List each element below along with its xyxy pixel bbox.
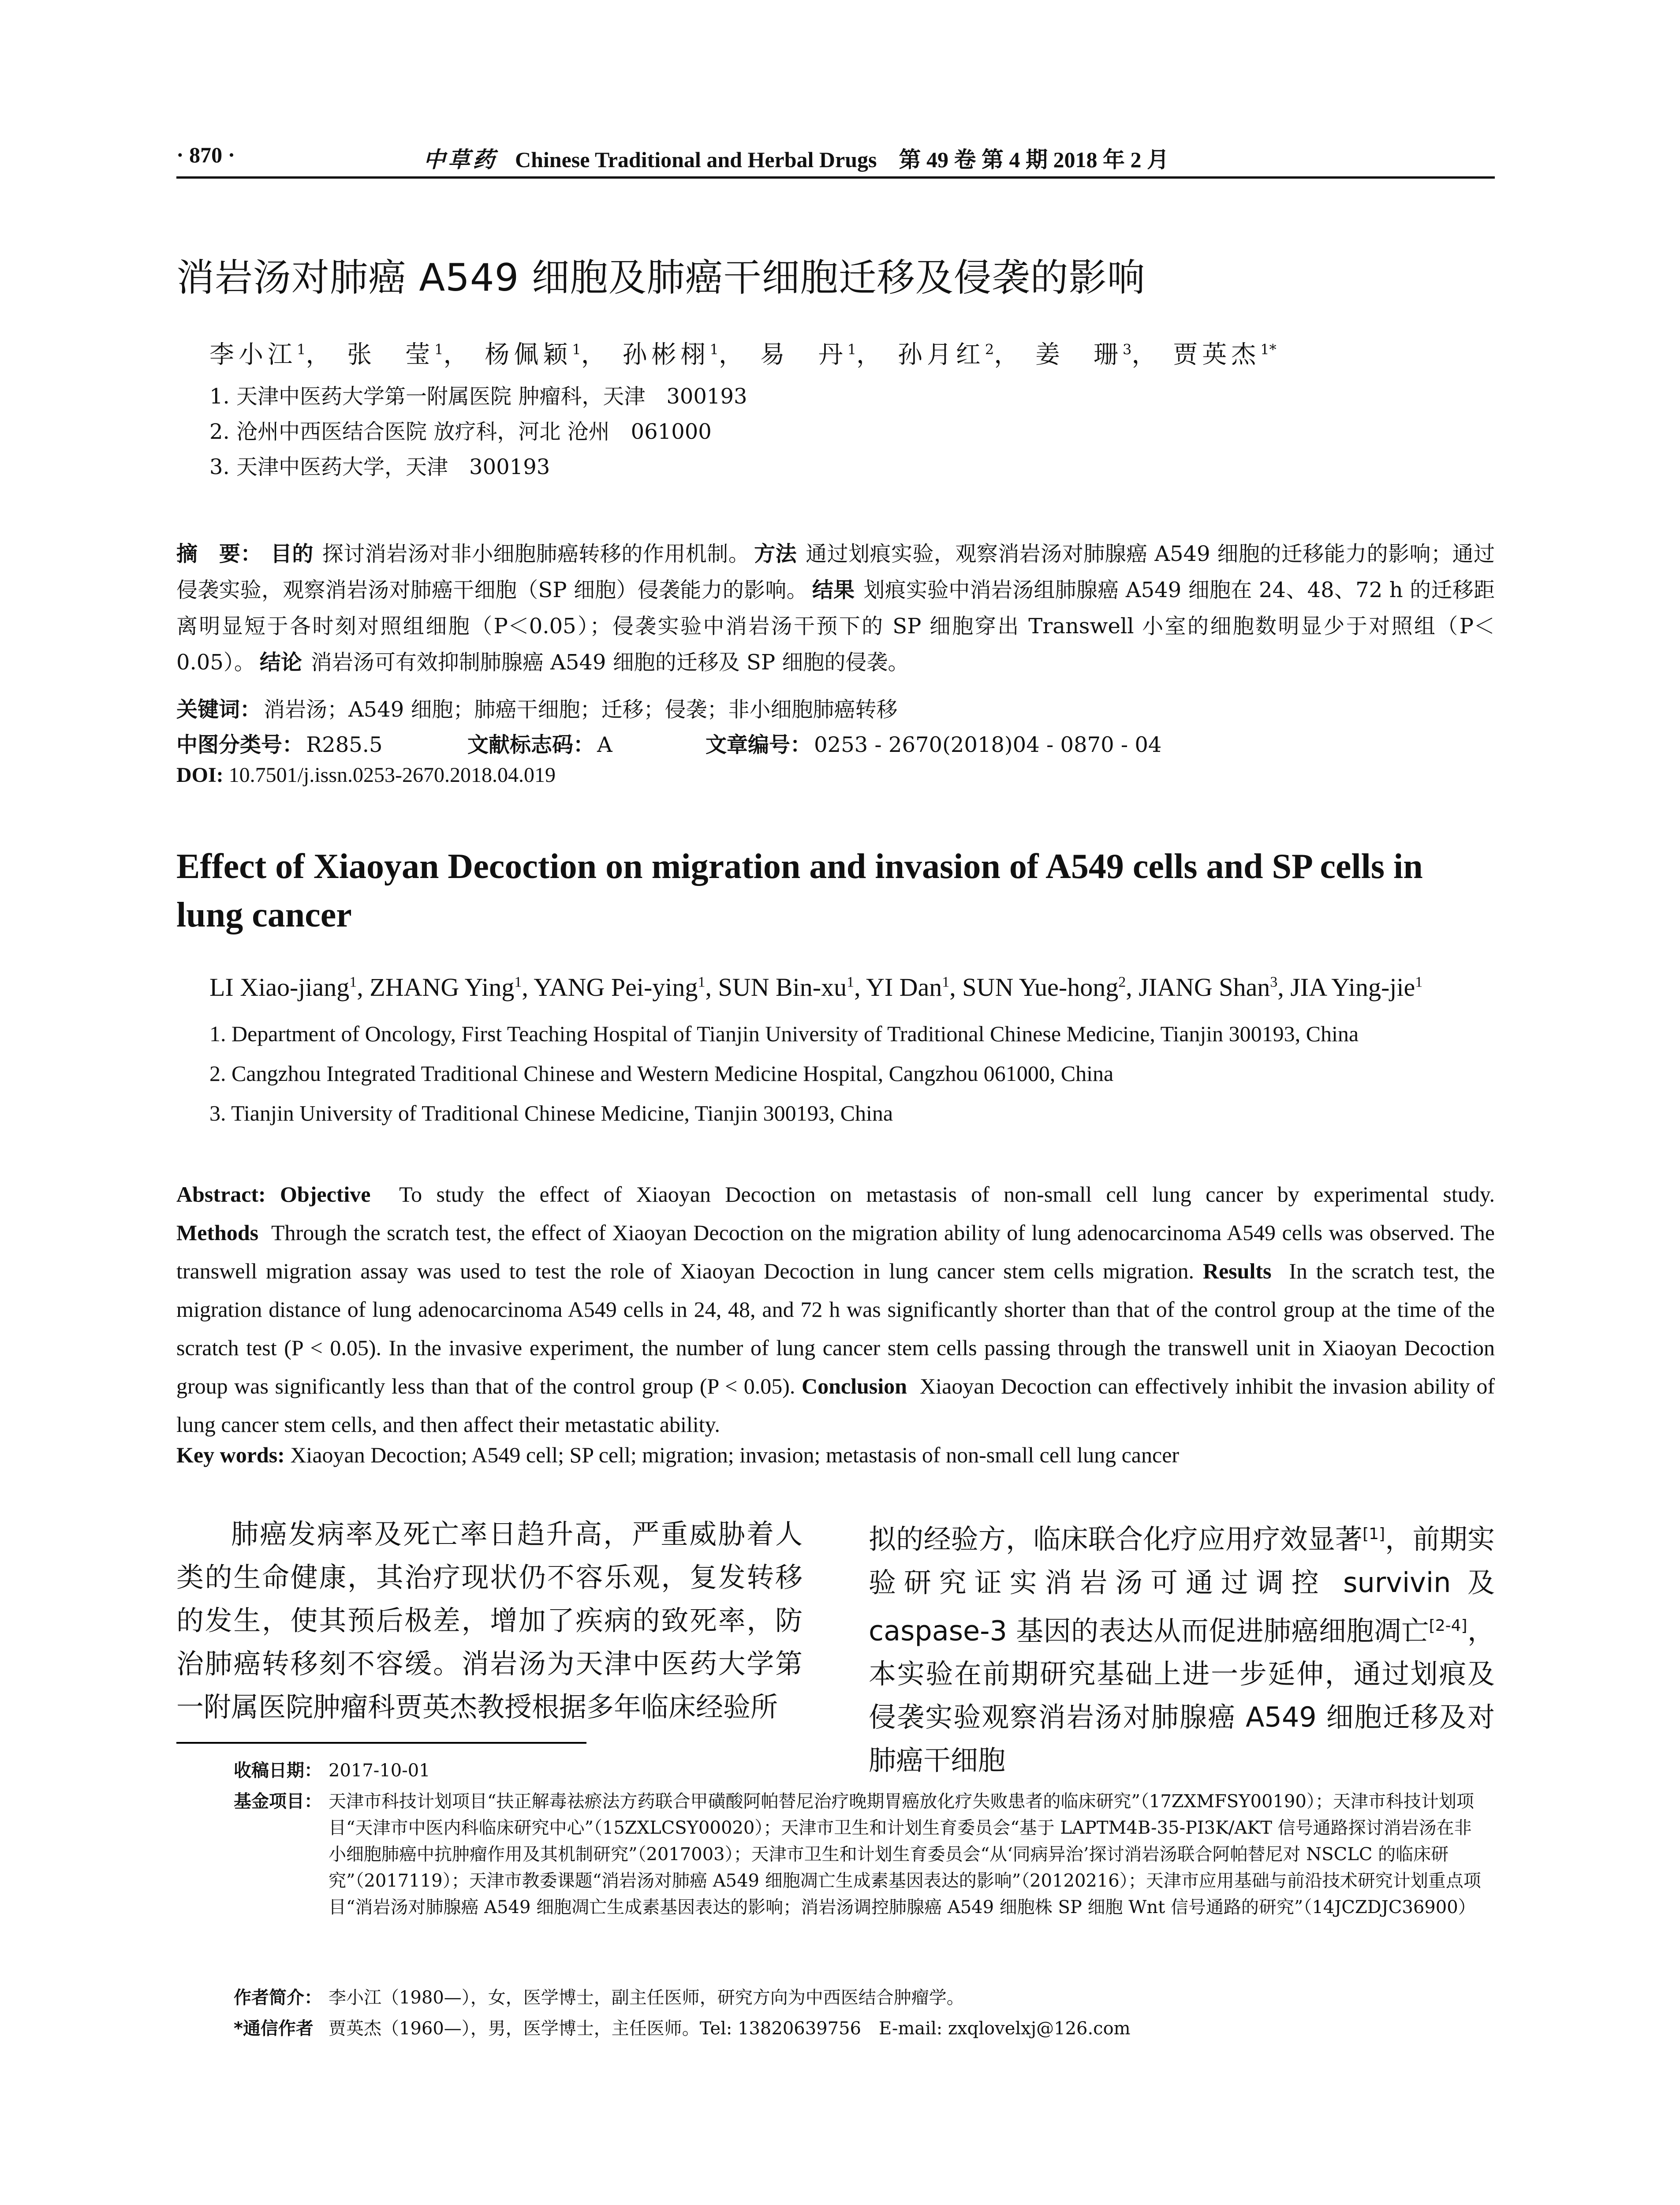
- doc-code-label: 文献标志码：: [467, 733, 595, 757]
- methods-en-label: Methods: [176, 1220, 259, 1245]
- body-text: ，前期实验研究证实消岩汤可通过调控 survivin 及 caspase-3 基因的表达从而促进肺癌细胞凋亡: [869, 1523, 1495, 1647]
- running-header: [176, 137, 1495, 179]
- affiliation-en: 2. Cangzhou Integrated Traditional Chinese and Western Medicine Hospital, Cangzhou 061000, China: [209, 1061, 1114, 1086]
- affiliation-en: 3. Tianjin University of Traditional Chinese Medicine, Tianjin 300193, China: [209, 1101, 893, 1125]
- methods-en-text: Through the scratch test, the effect of Xiaoyan Decoction on the migration ability of lung adenocarcinoma A549 cells was observed. The transwell migration assay was used to test the role of Xiaoyan Decoction in lung cancer stem cells migration.: [176, 1220, 1495, 1283]
- results-label: 结果: [812, 578, 855, 602]
- author-zh: 张 莹: [347, 340, 435, 369]
- abstract-zh: [176, 536, 1495, 680]
- author-en: YANG Pei-ying: [534, 973, 698, 1002]
- author-en: LI Xiao-jiang: [209, 973, 350, 1002]
- author-zh: 易 丹: [760, 340, 847, 369]
- conclusion-text: 消岩汤可有效抑制肺腺癌 A549 细胞的迁移及 SP 细胞的侵袭。: [310, 650, 909, 675]
- clc-label: 中图分类号：: [176, 733, 304, 757]
- affiliation-en: 1. Department of Oncology, First Teaching Hospital of Tianjin University of Traditional Chinese Medicine, Tianjin 300193, China: [209, 1021, 1359, 1046]
- footnote-rule: [176, 1742, 586, 1744]
- results-text: 划痕实验中消岩汤组肺腺癌 A549 细胞在 24、48、72 h 的迁移距离明显短于各时刻对照组细胞（P＜0.05）；侵袭实验中消岩汤干预下的 SP 细胞穿出 Transwell 小室的细胞数明显少于对照组（P＜0.05）。: [176, 578, 1495, 675]
- objective-text: 探讨消岩汤对非小细胞肺癌转移的作用机制。: [322, 542, 750, 566]
- authors-zh: 李小江$^1$， 张 莹$^1$， 杨佩颖$^1$， 孙彬栩$^1$， 易 丹$^1$， 孙月红$^2$， 姜 珊$^3$， 贾英杰$^{1*}$: [209, 340, 1277, 369]
- keywords-zh-value: 消岩汤；A549 细胞；肺癌干细胞；迁移；侵袭；非小细胞肺癌转移: [264, 697, 898, 722]
- page-number: · 870 ·: [176, 142, 235, 167]
- title-en: Effect of Xiaoyan Decoction on migration and invasion of A549 cells and SP cells in lung cancer: [176, 847, 1423, 934]
- keywords-en: [176, 1442, 1179, 1468]
- abstract-zh-label: 摘 要：: [176, 542, 262, 566]
- body-text: 拟的经验方，临床联合化疗应用疗效显著: [869, 1523, 1363, 1555]
- footnote-value: 2017-10-01: [329, 1760, 430, 1781]
- footnote-author-bio: [234, 1984, 1495, 2011]
- methods-label: 方法: [754, 542, 797, 566]
- classification-line: [176, 728, 1495, 758]
- author-en: ZHANG Ying: [370, 973, 515, 1002]
- doi-label: DOI:: [176, 763, 224, 787]
- footnote-value: 贾英杰（1960—），男，医学博士，主任医师。Tel: 13820639756 E-mail: zxqlovelxj@126.com: [329, 2018, 1131, 2039]
- abstract-en: [176, 1175, 1495, 1444]
- objective-en-label: Objective: [280, 1182, 371, 1207]
- authors-en: LI Xiao-jiang$^1$, ZHANG Ying$^1$, YANG Pei-ying$^1$, SUN Bin-$xu^1$, YI Dan$^1$, SUN Yue-hong$^2$, JIANG Shan$^3$, JIA Ying-jie$^1$: [209, 973, 1423, 1002]
- conclusion-en-label: Conclusion: [801, 1374, 907, 1398]
- objective-label: 目的: [270, 542, 314, 566]
- author-en: SUN Bin-xu: [718, 973, 847, 1002]
- keywords-en-label: Key words:: [176, 1443, 285, 1467]
- author-zh-affiliation-mark: 1: [572, 341, 581, 358]
- author-en-affiliation-mark: 1: [942, 974, 950, 990]
- doc-code-value: A: [597, 733, 612, 757]
- author-zh: 李小江: [209, 340, 297, 369]
- author-zh-affiliation-mark: 1: [297, 341, 306, 358]
- keywords-zh-label: 关键词：: [176, 697, 261, 722]
- author-zh-affiliation-mark: 2: [985, 341, 994, 358]
- footnote-label: 作者简介：: [234, 1988, 322, 2008]
- doi-value: 10.7501/j.issn.0253-2670.2018.04.019: [228, 763, 556, 787]
- footnote-corresponding: [234, 2015, 1495, 2042]
- conclusion-en-text: Xiaoyan Decoction can effectively inhibit the invasion ability of lung cancer stem cells, and then affect their metastatic ability.: [176, 1374, 1495, 1437]
- author-en: YI Dan: [866, 973, 942, 1002]
- results-en-label: Results: [1202, 1259, 1272, 1283]
- footnote-received: [234, 1757, 1495, 1784]
- methods-text: 通过划痕实验，观察消岩汤对肺腺癌 A549 细胞的迁移能力的影响；通过侵袭实验，观察消岩汤对肺癌干细胞（SP 细胞）侵袭能力的影响。: [176, 542, 1495, 602]
- conclusion-label: 结论: [259, 650, 302, 675]
- footnote-funding: [234, 1788, 1495, 1921]
- clc-value: R285.5: [306, 733, 383, 757]
- footnote-label: *通信作者: [234, 2018, 314, 2039]
- author-zh-affiliation-mark: 3: [1123, 341, 1132, 358]
- journal-issue: 第 49 卷 第 4 期 2018 年 2 月: [899, 147, 1169, 172]
- author-zh: 姜 珊: [1035, 340, 1123, 369]
- abstract-en-label: Abstract:: [176, 1182, 266, 1207]
- footnote-value: 天津市科技计划项目“扶正解毒祛瘀法方药联合甲磺酸阿帕替尼治疗晚期胃癌放化疗失败患者的临床研究”（17ZXMFSY00190）；天津市科技计划项目“天津市中医内科临床研究中心”（15ZXLCSY00020）；天津市卫生和计划生育委员会“基于 LAPTM4B-35-PI3K/AKT 信号通路探讨消岩汤在非小细胞肺癌中抗肿瘤作用及其机制研究”（2017003）；天津市卫生和计划生育委员会“从‘同病异治’探讨消岩汤联合阿帕替尼对 NSCLC 的临床研究”（2017119）；天津市教委课题“消岩汤对肺癌 A549 细胞凋亡生成素基因表达的影响”（20120216）；天津市应用基础与前沿技术研究计划重点项目“消岩汤对肺腺癌 A549 细胞凋亡生成素基因表达的影响；消岩汤调控肺腺癌 A549 细胞株 SP 细胞 Wnt 信号通路的研究”（14JCZDJC36900）: [329, 1791, 1481, 1917]
- author-en: JIA Ying-jie: [1290, 973, 1415, 1002]
- author-zh: 孙月红: [897, 340, 985, 369]
- doi-line: [176, 763, 556, 787]
- affiliation-zh: 2. 沧州中西医结合医院 放疗科，河北 沧州 061000: [209, 419, 712, 444]
- author-zh-affiliation-mark: 1: [709, 341, 719, 358]
- author-en-affiliation-mark: 1: [698, 974, 706, 990]
- author-en-affiliation-mark: 1: [847, 974, 855, 990]
- footnote-label: 基金项目：: [234, 1791, 322, 1812]
- body-column-left: 肺癌发病率及死亡率日趋升高，严重威胁着人类的生命健康，其治疗现状仍不容乐观，复发转移的发生，使其预后极差，增加了疾病的致死率，防治肺癌转移刻不容缓。消岩汤为天津中医药大学第一附属医院肿瘤科贾英杰教授根据多年临床经验所: [176, 1518, 803, 1723]
- footnote-value: 李小江（1980—），女，医学博士，副主任医师，研究方向为中西医结合肿瘤学。: [329, 1988, 964, 2008]
- citation: [2-4]: [1429, 1616, 1467, 1635]
- body-text: ，本实验在前期研究基础上进一步延伸，通过划痕及侵袭实验观察消岩汤对肺腺癌 A549 细胞迁移及对肺癌干细胞: [869, 1615, 1495, 1777]
- keywords-en-value: Xiaoyan Decoction; A549 cell; SP cell; migration; invasion; metastasis of non-small cell lung cancer: [290, 1443, 1180, 1467]
- author-zh-affiliation-mark: 1*: [1260, 341, 1277, 358]
- affiliation-zh: 3. 天津中医药大学，天津 300193: [209, 455, 550, 479]
- author-zh: 杨佩颖: [485, 340, 572, 369]
- objective-en-text: To study the effect of Xiaoyan Decoction on metastasis of non-small cell lung cancer by experimental study.: [399, 1182, 1495, 1207]
- body-column-right: [869, 1513, 1495, 1782]
- author-zh-affiliation-mark: 1: [434, 341, 444, 358]
- author-en: SUN Yue-hong: [962, 973, 1119, 1002]
- author-en-affiliation-mark: 1: [514, 974, 522, 990]
- author-zh: 贾英杰: [1173, 340, 1261, 369]
- author-en-affiliation-mark: 1: [1415, 974, 1423, 990]
- author-en-affiliation-mark: 1: [349, 974, 357, 990]
- author-en-affiliation-mark: 3: [1270, 974, 1278, 990]
- author-zh-affiliation-mark: 1: [847, 341, 857, 358]
- journal-name-en: Chinese Traditional and Herbal Drugs: [515, 147, 877, 172]
- affiliation-zh: 1. 天津中医药大学第一附属医院 肿瘤科，天津 300193: [209, 384, 747, 409]
- citation: [1]: [1363, 1525, 1385, 1543]
- journal-name: [423, 142, 1169, 174]
- footnote-label: 收稿日期：: [234, 1760, 322, 1781]
- journal-name-cn: 中草药: [423, 147, 497, 172]
- author-en-affiliation-mark: 2: [1118, 974, 1126, 990]
- keywords-zh: [176, 692, 898, 723]
- title-zh: 消岩汤对肺癌 A549 细胞及肺癌干细胞迁移及侵袭的影响: [176, 256, 1146, 300]
- author-zh: 孙彬栩: [622, 340, 710, 369]
- results-en-text: In the scratch test, the migration distance of lung adenocarcinoma A549 cells in 24, 48, and 72 h was significantly shorter than that of the control group at the time of the scratch test (P < 0.05). In the invasive experiment, the number of lung cancer stem cells passing through the transwell unit in Xiaoyan Decoction group was significantly less than that of the control group (P < 0.05).: [176, 1259, 1495, 1398]
- article-no-label: 文章编号：: [706, 733, 812, 757]
- author-en: JIANG Shan: [1139, 973, 1270, 1002]
- article-no-value: 0253 - 2670(2018)04 - 0870 - 04: [814, 733, 1162, 757]
